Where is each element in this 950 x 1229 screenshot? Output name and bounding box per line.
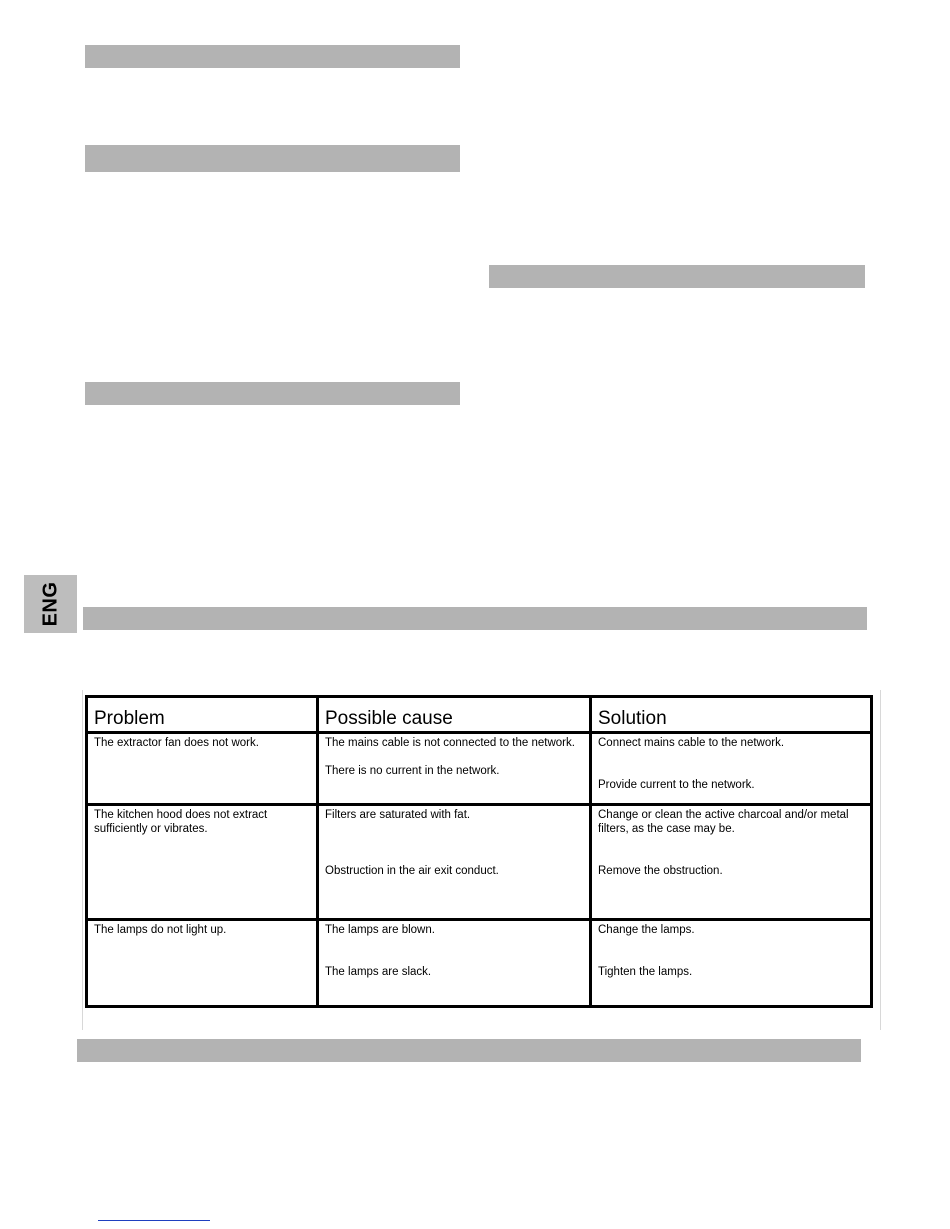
column-header-cause: Possible cause	[318, 697, 591, 733]
section-header-bar	[85, 145, 460, 172]
troubleshooting-table	[85, 695, 873, 1008]
problem-text: The lamps do not light up.	[94, 924, 227, 936]
solution-text: Change or clean the active charcoal and/or metal filters, as the case may be.	[598, 809, 849, 835]
cause-text: The lamps are slack.	[325, 966, 432, 978]
table-row	[87, 805, 872, 920]
table-header-row	[87, 697, 872, 733]
problem-cell	[87, 805, 318, 920]
troubleshooting-header-bar	[83, 607, 867, 630]
language-tab	[24, 575, 77, 633]
solution-text: Provide current to the network.	[598, 779, 755, 791]
section-header-bar	[85, 382, 460, 405]
solution-text: Tighten the lamps.	[598, 966, 693, 978]
problem-cell	[87, 733, 318, 805]
cause-cell	[318, 733, 591, 805]
table-row	[87, 733, 872, 805]
solution-text: Connect mains cable to the network.	[598, 737, 785, 749]
footer-underline	[98, 1220, 210, 1221]
solution-cell	[591, 733, 872, 805]
section-header-bar	[85, 45, 460, 68]
cause-cell	[318, 920, 591, 1007]
language-label: ENG	[39, 581, 61, 627]
section-header-bar	[77, 1039, 861, 1062]
table-row	[87, 920, 872, 1007]
column-header-problem: Problem	[87, 697, 318, 733]
cause-text: Obstruction in the air exit conduct.	[325, 865, 499, 877]
cause-text: Filters are saturated with fat.	[325, 809, 471, 821]
cause-text: There is no current in the network.	[325, 765, 500, 777]
column-header-solution: Solution	[591, 697, 872, 733]
solution-text: Change the lamps.	[598, 924, 695, 936]
problem-text: The extractor fan does not work.	[94, 737, 259, 749]
section-header-bar	[489, 265, 865, 288]
solution-cell	[591, 805, 872, 920]
problem-text: The kitchen hood does not extract sufficiently or vibrates.	[94, 809, 268, 835]
cause-cell	[318, 805, 591, 920]
cause-text: The lamps are blown.	[325, 924, 435, 936]
cause-text: The mains cable is not connected to the network.	[325, 737, 575, 749]
solution-cell	[591, 920, 872, 1007]
problem-cell	[87, 920, 318, 1007]
solution-text: Remove the obstruction.	[598, 865, 723, 877]
